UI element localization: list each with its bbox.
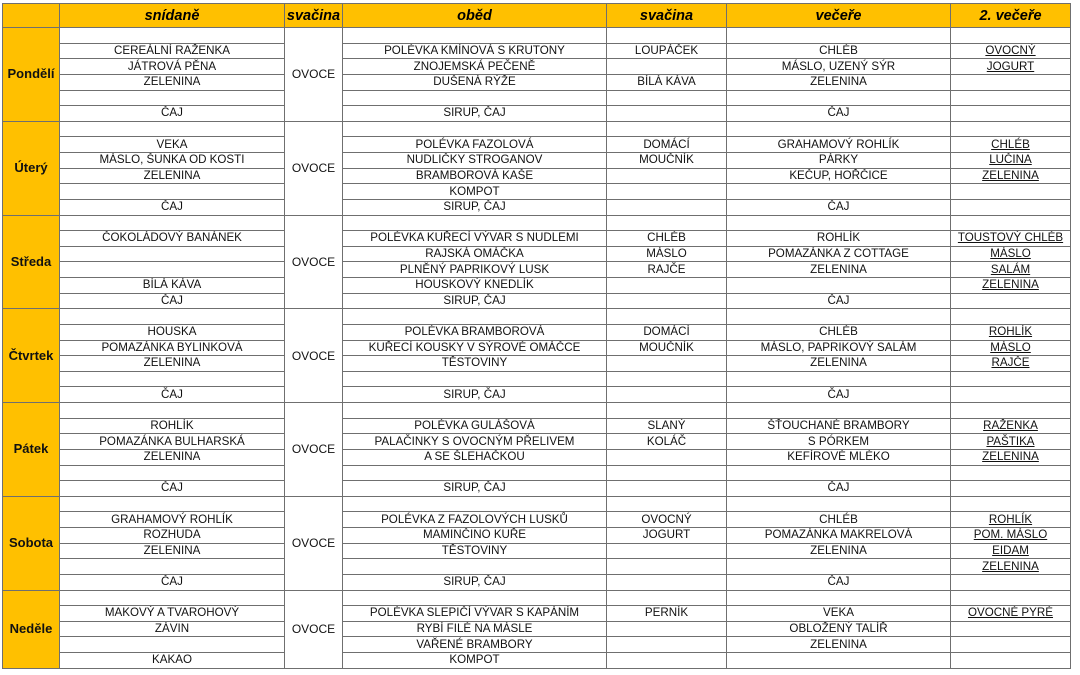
menu-cell-breakfast: ROZHUDA [60,528,285,544]
table-row [3,106,1071,122]
table-row [3,574,1071,590]
menu-cell-dinner: GRAHAMOVÝ ROHLÍK [727,137,951,153]
menu-cell-breakfast: KAKAO [60,653,285,669]
menu-cell-breakfast [60,403,285,419]
menu-cell-dinner2 [951,309,1071,325]
menu-cell-dinner: CHLÉB [727,324,951,340]
menu-cell-dinner: ROHLÍK [727,231,951,247]
menu-cell-dinner2 [951,637,1071,653]
menu-cell-lunch [343,559,607,575]
table-row [3,590,1071,606]
menu-cell-lunch: KUŘECÍ KOUSKY V SÝROVÉ OMÁČCE [343,340,607,356]
header-snack-morning: svačina [285,4,343,28]
menu-cell-breakfast [60,309,285,325]
menu-cell-snack2: RAJČE [607,262,727,278]
table-row [3,481,1071,497]
day-name: Čtvrtek [3,309,60,403]
menu-cell-snack2 [607,449,727,465]
menu-cell-snack2 [607,215,727,231]
menu-cell-snack2: LOUPÁČEK [607,43,727,59]
menu-cell-dinner2 [951,449,1071,465]
menu-cell-dinner2 [951,137,1071,153]
menu-cell-breakfast [60,121,285,137]
menu-cell-dinner [727,121,951,137]
menu-cell-dinner2 [951,434,1071,450]
table-row [3,262,1071,278]
menu-cell-snack-morning: OVOCE [285,403,343,497]
weekly-menu-table [2,3,1071,669]
menu-cell-lunch: POLÉVKA GULÁŠOVÁ [343,418,607,434]
menu-item-second-dinner: CHLÉB [991,137,1030,151]
menu-cell-dinner [727,403,951,419]
menu-cell-breakfast: ROHLÍK [60,418,285,434]
menu-cell-dinner2 [951,262,1071,278]
menu-cell-dinner [727,215,951,231]
menu-cell-breakfast [60,465,285,481]
day-name: Pondělí [3,28,60,122]
menu-item-second-dinner: RAJČE [991,356,1030,370]
menu-cell-dinner2 [951,121,1071,137]
menu-cell-snack2 [607,637,727,653]
table-row [3,371,1071,387]
table-row [3,621,1071,637]
menu-cell-lunch: POLÉVKA FAZOLOVÁ [343,137,607,153]
menu-cell-dinner2 [951,621,1071,637]
menu-item-second-dinner: OVOCNÉ PYRÉ [967,606,1054,620]
menu-cell-breakfast: CEREÁLNÍ RAŽENKA [60,43,285,59]
menu-cell-lunch [343,371,607,387]
header-snack-afternoon: svačina [607,4,727,28]
menu-cell-snack2 [607,59,727,75]
menu-cell-dinner2 [951,184,1071,200]
menu-cell-dinner2 [951,28,1071,44]
menu-cell-breakfast [60,246,285,262]
menu-cell-dinner2 [951,74,1071,90]
day-name: Neděle [3,590,60,668]
table-row [3,512,1071,528]
menu-cell-lunch: POLÉVKA Z FAZOLOVÝCH LUSKŮ [343,512,607,528]
menu-cell-breakfast [60,184,285,200]
menu-cell-dinner2 [951,574,1071,590]
menu-cell-dinner2 [951,371,1071,387]
menu-cell-lunch: HOUSKOVÝ KNEDLÍK [343,278,607,294]
menu-cell-dinner2 [951,59,1071,75]
menu-cell-breakfast: ČOKOLÁDOVÝ BANÁNEK [60,231,285,247]
menu-cell-snack-morning: OVOCE [285,121,343,215]
menu-cell-snack2: BÍLÁ KÁVA [607,74,727,90]
menu-cell-breakfast: HOUSKA [60,324,285,340]
menu-cell-dinner2 [951,528,1071,544]
menu-cell-dinner2 [951,324,1071,340]
menu-cell-breakfast: ČAJ [60,106,285,122]
menu-cell-dinner: ČAJ [727,199,951,215]
menu-cell-snack2 [607,106,727,122]
menu-cell-dinner: MÁSLO, UZENÝ SÝR [727,59,951,75]
menu-cell-dinner: MÁSLO, PAPRIKOVÝ SALÁM [727,340,951,356]
menu-cell-dinner: ZELENINA [727,356,951,372]
menu-cell-dinner [727,653,951,669]
menu-cell-lunch: NUDLIČKY STROGANOV [343,153,607,169]
menu-cell-breakfast: ČAJ [60,481,285,497]
menu-cell-dinner: S PÓRKEM [727,434,951,450]
menu-cell-snack2 [607,621,727,637]
menu-cell-dinner: OBLOŽENÝ TALÍŘ [727,621,951,637]
menu-cell-dinner [727,559,951,575]
menu-cell-dinner2 [951,199,1071,215]
table-row [3,199,1071,215]
menu-cell-snack2 [607,496,727,512]
table-row [3,278,1071,294]
menu-cell-lunch: RAJSKÁ OMÁČKA [343,246,607,262]
menu-cell-lunch: MAMINČINO KUŘE [343,528,607,544]
table-row [3,403,1071,419]
menu-cell-dinner2 [951,465,1071,481]
menu-item-second-dinner: ZELENINA [982,559,1039,573]
menu-cell-dinner2 [951,278,1071,294]
menu-cell-breakfast: ČAJ [60,574,285,590]
table-row [3,168,1071,184]
menu-cell-lunch: POLÉVKA KMÍNOVÁ S KRUTONY [343,43,607,59]
menu-cell-lunch: SIRUP, ČAJ [343,199,607,215]
menu-cell-snack2: DOMÁCÍ [607,324,727,340]
menu-cell-dinner2 [951,606,1071,622]
menu-cell-snack2 [607,574,727,590]
menu-cell-snack-morning: OVOCE [285,496,343,590]
menu-item-second-dinner: RAŽENKA [983,418,1038,432]
menu-cell-dinner2 [951,403,1071,419]
menu-cell-lunch: SIRUP, ČAJ [343,481,607,497]
header-day-column [3,4,60,28]
table-row [3,231,1071,247]
day-name: Úterý [3,121,60,215]
table-row [3,59,1071,75]
menu-item-second-dinner: ZELENINA [982,168,1039,182]
menu-cell-lunch: POLÉVKA KUŘECÍ VÝVAR S NUDLEMI [343,231,607,247]
menu-cell-dinner: CHLÉB [727,43,951,59]
menu-cell-snack2: PERNÍK [607,606,727,622]
menu-cell-breakfast [60,496,285,512]
menu-cell-breakfast [60,637,285,653]
menu-cell-dinner2 [951,653,1071,669]
menu-cell-breakfast: POMAZÁNKA BYLINKOVÁ [60,340,285,356]
menu-cell-snack2: MÁSLO [607,246,727,262]
menu-cell-snack2: JOGURT [607,528,727,544]
menu-cell-lunch: POLÉVKA SLEPIČÍ VÝVAR S KAPÁNÍM [343,606,607,622]
menu-cell-dinner2 [951,559,1071,575]
table-row [3,246,1071,262]
menu-cell-dinner2 [951,231,1071,247]
menu-item-second-dinner: SALÁM [990,262,1031,276]
menu-cell-dinner: PÁRKY [727,153,951,169]
menu-cell-lunch: PALAČINKY S OVOCNÝM PŘELIVEM [343,434,607,450]
menu-cell-breakfast [60,262,285,278]
menu-cell-dinner [727,28,951,44]
menu-cell-dinner: KEFÍROVÉ MLÉKO [727,449,951,465]
menu-cell-lunch: POLÉVKA BRAMBOROVÁ [343,324,607,340]
day-name: Pátek [3,403,60,497]
menu-cell-dinner2 [951,481,1071,497]
menu-cell-lunch: DUŠENÁ RÝŽE [343,74,607,90]
table-row [3,465,1071,481]
menu-cell-breakfast: BÍLÁ KÁVA [60,278,285,294]
menu-item-second-dinner: OVOCNÝ [985,43,1036,57]
menu-item-second-dinner: ZELENINA [982,278,1039,292]
menu-item-second-dinner: EIDAM [992,543,1029,557]
menu-cell-breakfast [60,590,285,606]
header-row [3,4,1071,28]
menu-cell-dinner: ČAJ [727,293,951,309]
menu-cell-dinner2 [951,356,1071,372]
menu-cell-snack2: CHLÉB [607,231,727,247]
menu-cell-snack2: DOMÁCÍ [607,137,727,153]
table-row [3,309,1071,325]
table-row [3,637,1071,653]
menu-cell-dinner: ČAJ [727,387,951,403]
table-row [3,418,1071,434]
day-name: Středa [3,215,60,309]
menu-cell-breakfast: ČAJ [60,293,285,309]
menu-cell-snack2: MOUČNÍK [607,340,727,356]
menu-cell-lunch: A SE ŠLEHAČKOU [343,449,607,465]
menu-cell-breakfast: MAKOVÝ A TVAROHOVÝ [60,606,285,622]
menu-cell-dinner2 [951,590,1071,606]
menu-cell-dinner [727,309,951,325]
menu-cell-dinner2 [951,215,1071,231]
menu-cell-breakfast: VEKA [60,137,285,153]
menu-cell-dinner: ČAJ [727,106,951,122]
menu-item-second-dinner: ROHLÍK [988,325,1033,339]
menu-cell-snack-morning: OVOCE [285,28,343,122]
menu-cell-dinner [727,465,951,481]
menu-cell-snack-morning: OVOCE [285,215,343,309]
menu-cell-dinner2 [951,246,1071,262]
table-row [3,340,1071,356]
menu-cell-dinner: POMAZÁNKA Z COTTAGE [727,246,951,262]
menu-cell-lunch: VAŘENÉ BRAMBORY [343,637,607,653]
menu-cell-dinner2 [951,153,1071,169]
menu-cell-dinner: ZELENINA [727,637,951,653]
menu-cell-snack2 [607,387,727,403]
menu-cell-dinner: ZELENINA [727,74,951,90]
header-lunch: oběd [343,4,607,28]
menu-cell-snack-morning: OVOCE [285,590,343,668]
menu-item-second-dinner: POM. MÁSLO [973,528,1048,542]
table-row [3,153,1071,169]
menu-cell-snack2 [607,371,727,387]
menu-cell-snack2 [607,309,727,325]
menu-cell-dinner2 [951,543,1071,559]
menu-cell-snack-morning: OVOCE [285,309,343,403]
menu-item-second-dinner: ROHLÍK [988,512,1033,526]
menu-cell-lunch: KOMPOT [343,184,607,200]
menu-cell-breakfast: ZELENINA [60,74,285,90]
menu-cell-lunch [343,121,607,137]
menu-cell-breakfast: ZELENINA [60,543,285,559]
table-row [3,434,1071,450]
menu-cell-breakfast [60,371,285,387]
menu-cell-breakfast: MÁSLO, ŠUNKA OD KOSTI [60,153,285,169]
header-breakfast: snídaně [60,4,285,28]
menu-cell-snack2 [607,121,727,137]
menu-cell-lunch: BRAMBOROVÁ KAŠE [343,168,607,184]
menu-cell-breakfast: ZELENINA [60,356,285,372]
table-row [3,449,1071,465]
table-row [3,215,1071,231]
menu-cell-lunch: TĚSTOVINY [343,543,607,559]
menu-cell-dinner: ZELENINA [727,543,951,559]
menu-item-second-dinner: LUČINA [989,153,1032,167]
menu-cell-breakfast: ZELENINA [60,168,285,184]
table-row [3,559,1071,575]
menu-cell-breakfast [60,28,285,44]
table-row [3,293,1071,309]
menu-cell-dinner: KEČUP, HOŘČICE [727,168,951,184]
menu-cell-dinner [727,496,951,512]
menu-cell-dinner2 [951,512,1071,528]
menu-cell-snack2 [607,653,727,669]
menu-cell-dinner: ZELENINA [727,262,951,278]
menu-item-second-dinner: MÁSLO [990,340,1031,354]
menu-cell-breakfast: ZÁVIN [60,621,285,637]
header-dinner: večeře [727,4,951,28]
menu-cell-dinner2 [951,168,1071,184]
menu-item-second-dinner: MÁSLO [990,247,1031,261]
menu-cell-lunch [343,496,607,512]
menu-cell-lunch: KOMPOT [343,653,607,669]
menu-cell-snack2 [607,184,727,200]
menu-cell-dinner: ŠŤOUCHANÉ BRAMBORY [727,418,951,434]
menu-cell-lunch: TĚSTOVINY [343,356,607,372]
menu-cell-snack2: SLANÝ [607,418,727,434]
menu-body [3,28,1071,669]
table-row [3,90,1071,106]
table-row [3,137,1071,153]
menu-cell-lunch [343,309,607,325]
menu-cell-breakfast: ZELENINA [60,449,285,465]
menu-cell-lunch: ZNOJEMSKÁ PEČENĚ [343,59,607,75]
menu-cell-snack2 [607,90,727,106]
menu-cell-lunch: RYBÍ FILÉ NA MÁSLE [343,621,607,637]
menu-item-second-dinner: JOGURT [986,59,1035,73]
menu-cell-snack2 [607,559,727,575]
menu-item-second-dinner: PAŠTIKA [986,434,1035,448]
menu-cell-dinner [727,371,951,387]
day-name: Sobota [3,496,60,590]
table-row [3,324,1071,340]
menu-cell-snack2 [607,293,727,309]
menu-cell-dinner [727,590,951,606]
table-row [3,121,1071,137]
menu-cell-dinner2 [951,43,1071,59]
menu-cell-dinner: POMAZÁNKA MAKRELOVÁ [727,528,951,544]
menu-cell-breakfast: ČAJ [60,387,285,403]
menu-cell-snack2: KOLÁČ [607,434,727,450]
table-row [3,606,1071,622]
menu-cell-dinner2 [951,340,1071,356]
menu-cell-dinner: CHLÉB [727,512,951,528]
menu-cell-dinner [727,90,951,106]
menu-cell-lunch [343,403,607,419]
table-row [3,653,1071,669]
table-row [3,543,1071,559]
menu-cell-dinner2 [951,418,1071,434]
menu-cell-breakfast: GRAHAMOVÝ ROHLÍK [60,512,285,528]
menu-cell-snack2 [607,168,727,184]
header-second-dinner: 2. večeře [951,4,1071,28]
menu-cell-lunch [343,465,607,481]
menu-cell-breakfast: JÁTROVÁ PĚNA [60,59,285,75]
table-row [3,28,1071,44]
menu-cell-dinner: ČAJ [727,574,951,590]
table-row [3,528,1071,544]
menu-cell-dinner [727,278,951,294]
menu-cell-dinner2 [951,293,1071,309]
menu-cell-snack2 [607,278,727,294]
menu-cell-lunch [343,28,607,44]
menu-cell-lunch [343,215,607,231]
table-row [3,356,1071,372]
menu-cell-snack2: MOUČNÍK [607,153,727,169]
menu-cell-breakfast: POMAZÁNKA BULHARSKÁ [60,434,285,450]
menu-cell-lunch: PLNĚNÝ PAPRIKOVÝ LUSK [343,262,607,278]
menu-cell-snack2 [607,465,727,481]
menu-cell-snack2: OVOCNÝ [607,512,727,528]
menu-cell-snack2 [607,590,727,606]
menu-cell-lunch: SIRUP, ČAJ [343,106,607,122]
menu-cell-lunch: SIRUP, ČAJ [343,387,607,403]
table-row [3,43,1071,59]
menu-cell-breakfast: ČAJ [60,199,285,215]
menu-cell-dinner2 [951,496,1071,512]
menu-cell-lunch: SIRUP, ČAJ [343,293,607,309]
menu-cell-snack2 [607,199,727,215]
menu-item-second-dinner: TOUSTOVÝ CHLÉB [957,231,1064,245]
menu-cell-breakfast [60,90,285,106]
table-row [3,496,1071,512]
menu-cell-breakfast [60,559,285,575]
menu-cell-dinner: VEKA [727,606,951,622]
menu-cell-breakfast [60,215,285,231]
menu-cell-dinner: ČAJ [727,481,951,497]
menu-cell-snack2 [607,356,727,372]
menu-item-second-dinner: ZELENINA [982,450,1039,464]
menu-cell-snack2 [607,543,727,559]
menu-cell-lunch: SIRUP, ČAJ [343,574,607,590]
table-row [3,387,1071,403]
menu-cell-snack2 [607,403,727,419]
menu-cell-dinner2 [951,90,1071,106]
menu-cell-snack2 [607,28,727,44]
menu-cell-lunch [343,590,607,606]
table-row [3,74,1071,90]
menu-cell-lunch [343,90,607,106]
menu-cell-dinner2 [951,106,1071,122]
menu-cell-dinner2 [951,387,1071,403]
table-row [3,184,1071,200]
menu-cell-dinner [727,184,951,200]
menu-cell-snack2 [607,481,727,497]
